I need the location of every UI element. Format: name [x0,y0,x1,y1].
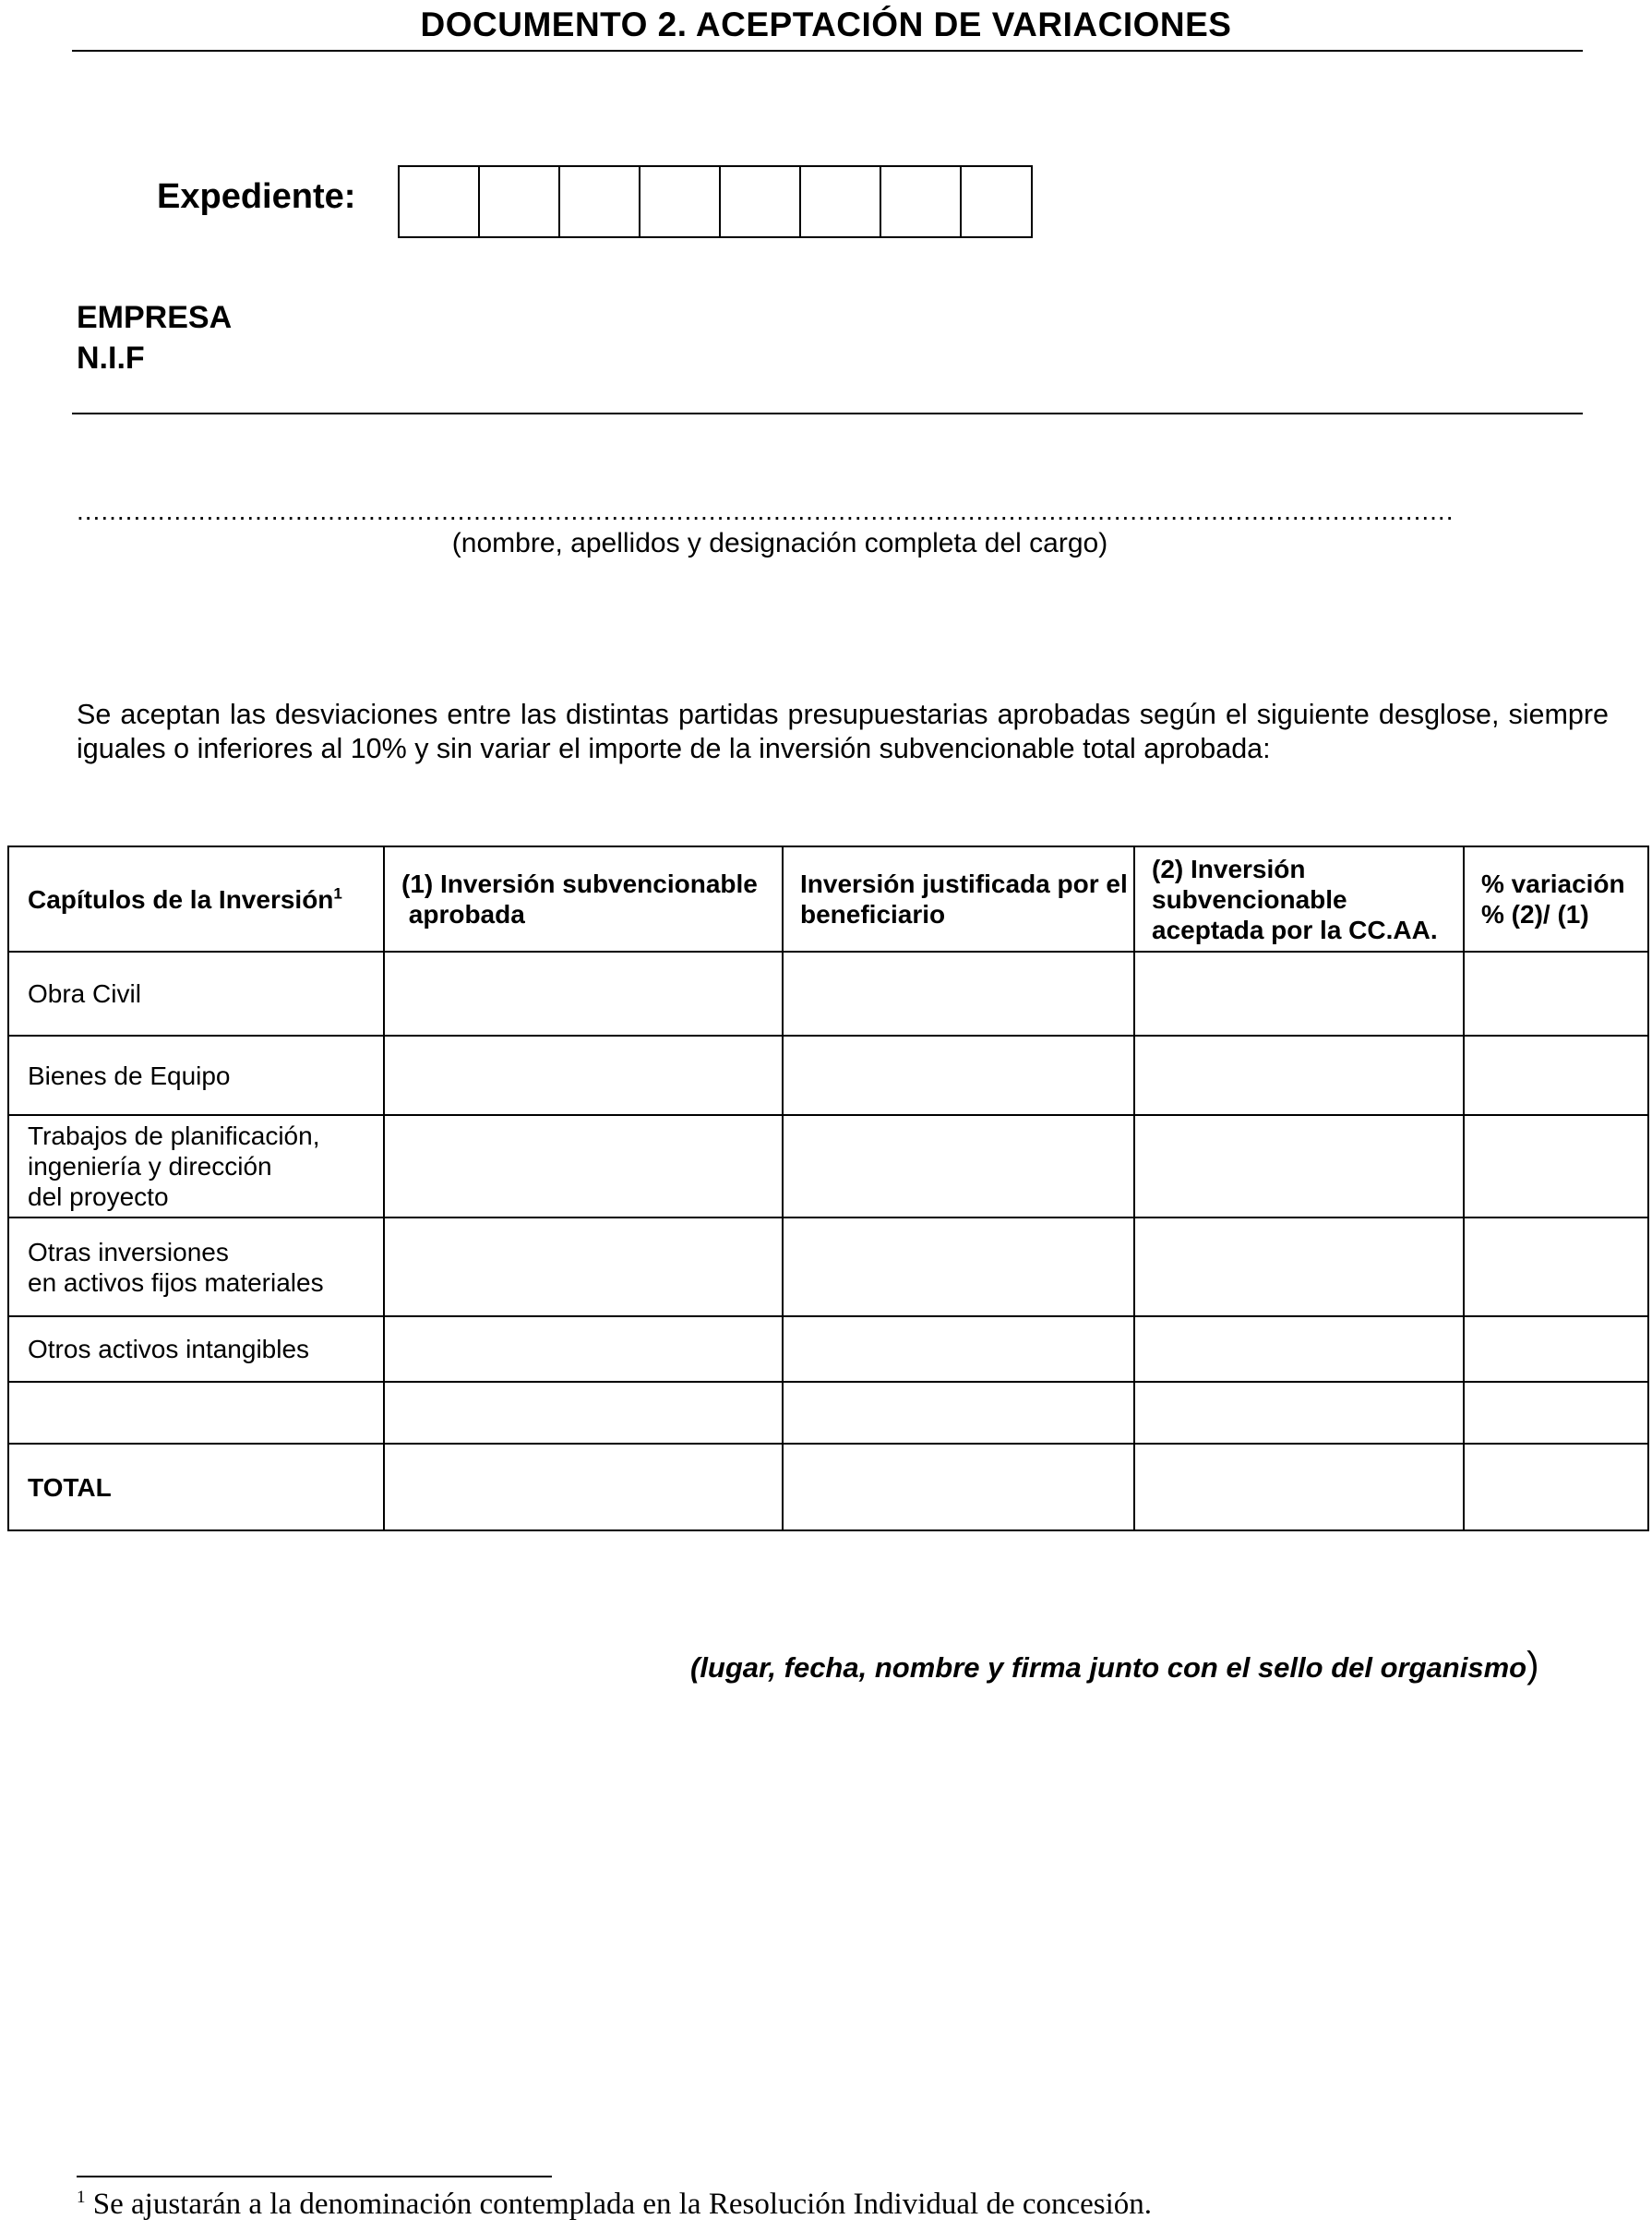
empresa-divider [72,413,1583,414]
cell-justificada[interactable] [783,1316,1134,1382]
expediente-boxes [398,165,1033,238]
cell-aceptada[interactable] [1134,1217,1464,1316]
empresa-label: EMPRESA [77,300,233,335]
cell-aprobada[interactable] [384,1217,783,1316]
cell-variacion[interactable] [1464,1115,1648,1217]
expediente-label: Expediente: [157,177,356,216]
table-total-row [8,1444,1648,1530]
cell-aceptada[interactable] [1134,1036,1464,1115]
table-row [8,1036,1648,1115]
name-caption: (nombre, apellidos y designación completa del cargo) [451,528,1108,558]
footnote-marker: 1 [77,2188,86,2207]
cell-justificada[interactable] [783,1217,1134,1316]
cell-aprobada[interactable] [384,1316,783,1382]
cell-total-variacion[interactable] [1464,1444,1648,1530]
footnote-text: Se ajustarán a la denominación contemplada en la Resolución Individual de concesión. [92,2188,1153,2221]
cell-variacion[interactable] [1464,1382,1648,1444]
expediente-digit-box[interactable] [400,167,480,236]
row-label: Bienes de Equipo [8,1036,384,1115]
cell-aceptada[interactable] [1134,1316,1464,1382]
cell-aceptada[interactable] [1134,1382,1464,1444]
header-inversion-aceptada: (2) Inversión subvencionable aceptada por la CC.AA. [1134,846,1464,952]
expediente-digit-box[interactable] [801,167,881,236]
cell-aceptada[interactable] [1134,1115,1464,1217]
expediente-digit-box[interactable] [721,167,801,236]
cell-variacion[interactable] [1464,1217,1648,1316]
footnote [77,2188,1152,2222]
expediente-digit-box[interactable] [881,167,962,236]
variations-table [7,846,1649,1531]
cell-justificada[interactable] [783,1036,1134,1115]
cell-total-aprobada[interactable] [384,1444,783,1530]
cell-aprobada[interactable] [384,952,783,1036]
footnote-rule [77,2176,552,2177]
table-row [8,1316,1648,1382]
row-label: Trabajos de planificación, ingeniería y dirección del proyecto [8,1115,384,1217]
expediente-digit-box[interactable] [480,167,560,236]
table-row [8,952,1648,1036]
row-label: Otros activos intangibles [8,1316,384,1382]
nif-label: N.I.F [77,341,145,376]
cell-total-aceptada[interactable] [1134,1444,1464,1530]
document-title: DOCUMENTO 2. ACEPTACIÓN DE VARIACIONES [420,6,1232,43]
expediente-digit-box[interactable] [640,167,721,236]
acceptance-paragraph: Se aceptan las desviaciones entre las distintas partidas presupuestarias aprobadas según el siguiente desglose, siempre iguales o inferiores al 10% y sin variar el importe de la inversión subvencionable total aprobada: [77,699,1609,764]
cell-variacion[interactable] [1464,1316,1648,1382]
table-row [8,1382,1648,1444]
title-divider [72,50,1583,52]
name-dotted-line[interactable]: .......................................................................................................................................................................... [77,497,1454,524]
cell-aprobada[interactable] [384,1036,783,1115]
cell-variacion[interactable] [1464,952,1648,1036]
cell-aprobada[interactable] [384,1382,783,1444]
expediente-digit-box[interactable] [560,167,640,236]
header-inversion-aprobada: (1) Inversión subvencionable aprobada [384,846,783,952]
cell-variacion[interactable] [1464,1036,1648,1115]
cell-justificada[interactable] [783,1382,1134,1444]
cell-aprobada[interactable] [384,1115,783,1217]
cell-justificada[interactable] [783,952,1134,1036]
header-variacion: % variación % (2)/ (1) [1464,846,1648,952]
cell-justificada[interactable] [783,1115,1134,1217]
table-row [8,1115,1648,1217]
table-row [8,1217,1648,1316]
row-label: Obra Civil [8,952,384,1036]
header-capitulos: Capítulos de la Inversión$^1$ [8,846,384,952]
table-header-row [8,846,1648,952]
row-label: Otras inversiones en activos fijos materiales [8,1217,384,1316]
empresa-block [77,297,232,378]
expediente-digit-box[interactable] [962,167,1031,236]
row-label[interactable] [8,1382,384,1444]
header-inversion-justificada: Inversión justificada por el beneficiario [783,846,1134,952]
total-label: TOTAL [8,1444,384,1530]
cell-aceptada[interactable] [1134,952,1464,1036]
cell-total-justificada[interactable] [783,1444,1134,1530]
signature-caption: (lugar, fecha, nombre y firma junto con el sello del organismo) [690,1645,1539,1685]
